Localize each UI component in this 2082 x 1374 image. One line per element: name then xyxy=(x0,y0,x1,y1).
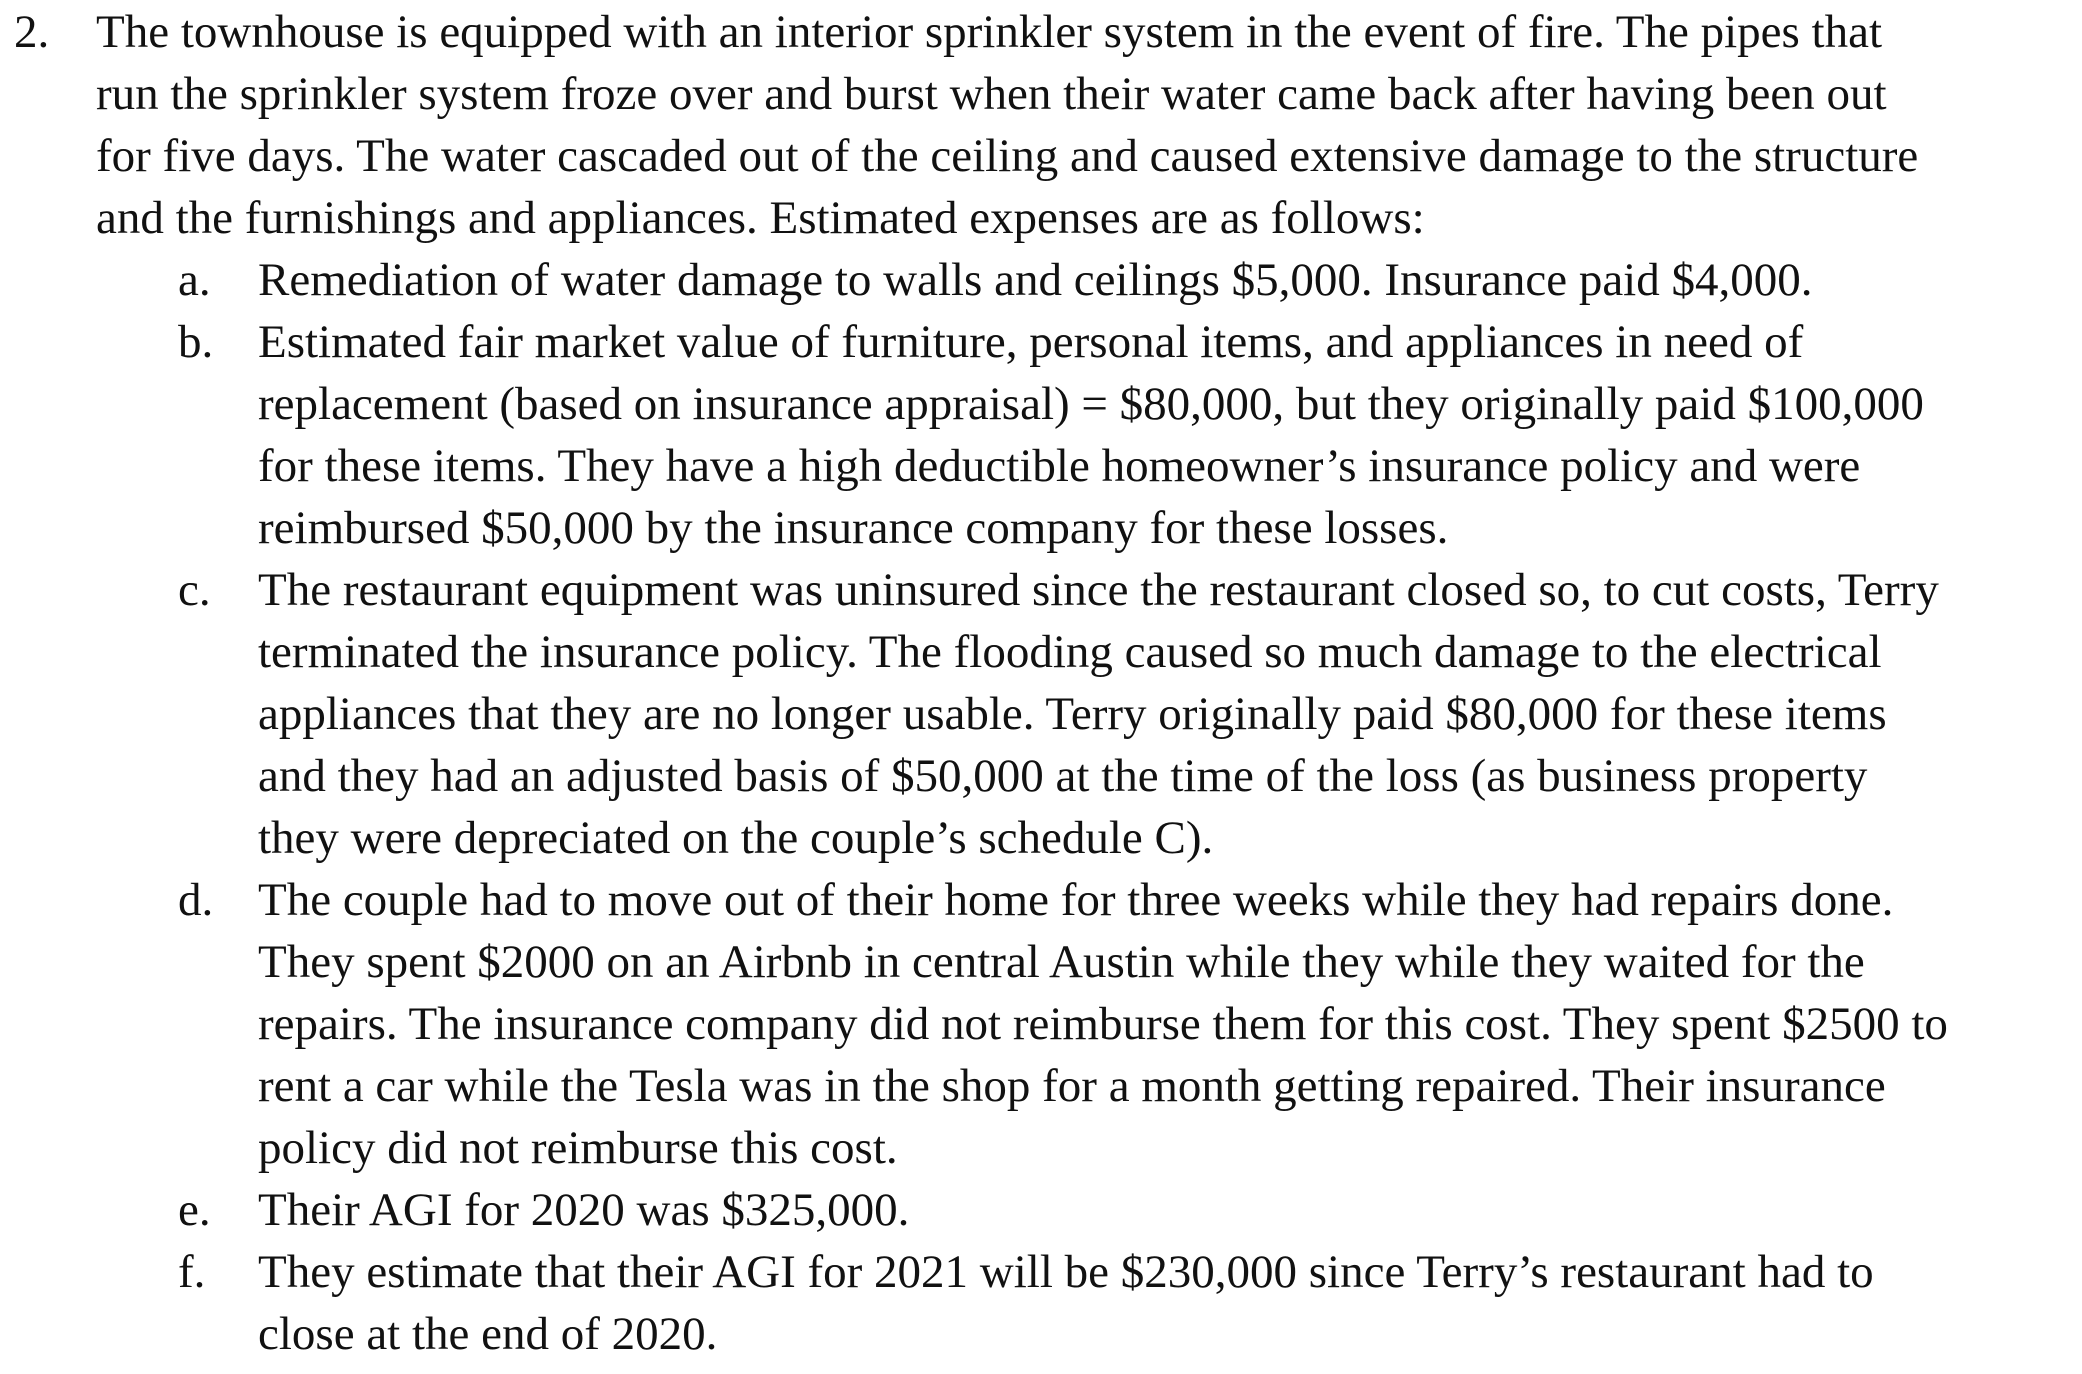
item-label-b: b. xyxy=(178,316,214,368)
question-line: for five days. The water cascaded out of the ceiling and caused extensive damage to the structure xyxy=(96,130,1919,182)
question-line: and the furnishings and appliances. Estimated expenses are as follows: xyxy=(96,192,1425,244)
item-b-line: for these items. They have a high deductible homeowner’s insurance policy and were xyxy=(258,440,1861,492)
item-c-line: terminated the insurance policy. The flooding caused so much damage to the electrical xyxy=(258,626,1882,678)
item-f-line: close at the end of 2020. xyxy=(258,1308,718,1360)
item-c-line: The restaurant equipment was uninsured since the restaurant closed so, to cut costs, Terry xyxy=(258,564,1939,616)
item-c-line: appliances that they are no longer usable. Terry originally paid $80,000 for these items xyxy=(258,688,1887,740)
item-d-line: rent a car while the Tesla was in the shop for a month getting repaired. Their insurance xyxy=(258,1060,1886,1112)
item-d-line: repairs. The insurance company did not reimburse them for this cost. They spent $2500 to xyxy=(258,998,1948,1050)
item-label-d: d. xyxy=(178,874,214,926)
item-label-f: f. xyxy=(178,1246,206,1298)
question-number: 2. xyxy=(14,6,50,58)
item-label-c: c. xyxy=(178,564,211,616)
item-a-line: Remediation of water damage to walls and ceilings $5,000. Insurance paid $4,000. xyxy=(258,254,1813,306)
question-line: run the sprinkler system froze over and burst when their water came back after having been out xyxy=(96,68,1887,120)
item-e-line: Their AGI for 2020 was $325,000. xyxy=(258,1184,910,1236)
item-label-a: a. xyxy=(178,254,211,306)
item-f-line: They estimate that their AGI for 2021 will be $230,000 since Terry’s restaurant had to xyxy=(258,1246,1874,1298)
question-line: The townhouse is equipped with an interior sprinkler system in the event of fire. The pipes that xyxy=(96,6,1883,58)
item-b-line: replacement (based on insurance appraisal) = $80,000, but they originally paid $100,000 xyxy=(258,378,1924,430)
item-b-line: reimbursed $50,000 by the insurance company for these losses. xyxy=(258,502,1449,554)
item-d-line: policy did not reimburse this cost. xyxy=(258,1122,898,1174)
item-c-line: they were depreciated on the couple’s schedule C). xyxy=(258,812,1214,864)
item-label-e: e. xyxy=(178,1184,211,1236)
item-d-line: They spent $2000 on an Airbnb in central Austin while they while they waited for the xyxy=(258,936,1865,988)
item-c-line: and they had an adjusted basis of $50,000 at the time of the loss (as business property xyxy=(258,750,1868,802)
item-b-line: Estimated fair market value of furniture, personal items, and appliances in need of xyxy=(258,316,1804,368)
item-d-line: The couple had to move out of their home for three weeks while they had repairs done. xyxy=(258,874,1894,926)
